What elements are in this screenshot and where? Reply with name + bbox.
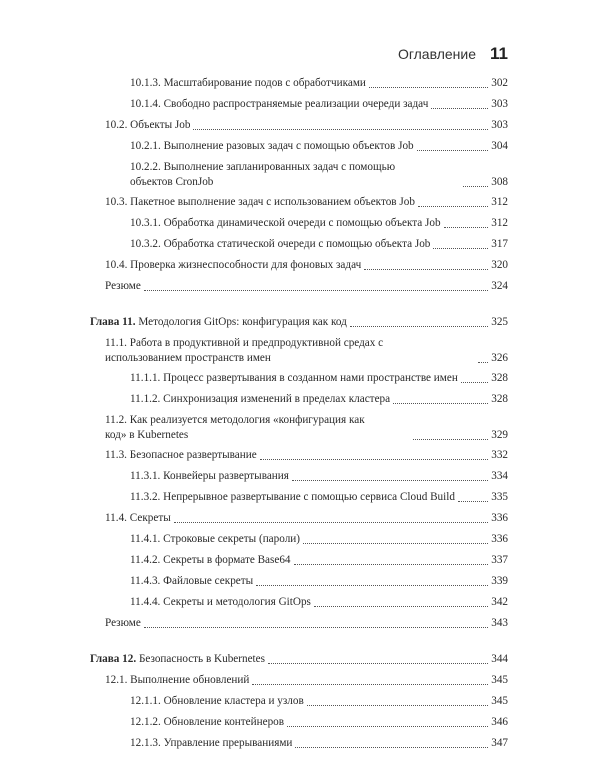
toc-entry-title: Файловые секреты (163, 575, 254, 587)
toc-entry-page: 337 (491, 554, 508, 566)
toc-entry-12-1-1[interactable] (90, 694, 508, 710)
leader-dots (393, 403, 488, 404)
toc-entry-number: 11.3. (105, 449, 127, 461)
toc-entry-page: 312 (491, 217, 508, 229)
leader-dots (350, 326, 488, 327)
leader-dots (444, 227, 489, 228)
toc-entry-10-2-1[interactable] (90, 139, 508, 155)
toc-entry-11-4-2[interactable] (90, 553, 508, 569)
toc-entry-10-3[interactable] (90, 195, 508, 211)
running-title: Оглавление (397, 46, 477, 62)
toc-entry-number: 10.1.3. (130, 77, 161, 89)
leader-dots (307, 705, 488, 706)
toc-entry-11-3[interactable] (90, 448, 508, 464)
toc-entry-title: Секреты и методология GitOps (163, 596, 311, 608)
toc-entry-title: Проверка жизнеспособности для фоновых задач (130, 259, 362, 271)
toc-entry-page: 329 (491, 429, 508, 441)
toc-entry-title: Выполнение запланированных задач с помощью объектов CronJob (130, 161, 396, 188)
toc-entry-title: Обработка динамической очереди с помощью объекта Job (163, 217, 441, 229)
leader-dots (463, 186, 488, 187)
leader-dots (295, 747, 488, 748)
toc-entry-page: 326 (491, 352, 508, 364)
toc-entry-page: 303 (491, 98, 508, 110)
toc-entry-title: Процесс развертывания в созданном нами пространстве имен (163, 372, 458, 384)
toc-entry-title: Безопасность в Kubernetes (138, 653, 265, 665)
toc-chapter-11[interactable] (90, 315, 508, 331)
toc-entry-page: 302 (491, 77, 508, 89)
toc-entry-title: Безопасное развертывание (129, 449, 257, 461)
leader-dots (364, 269, 488, 270)
leader-dots (252, 684, 488, 685)
toc-entry-title: Как реализуется методология «конфигурация как код» в Kubernetes (105, 414, 365, 441)
leader-dots (433, 248, 488, 249)
toc-entry-number: 12.1.1. (130, 695, 161, 707)
toc-entry-10-2[interactable] (90, 118, 508, 134)
toc-entry-page: 328 (491, 372, 508, 384)
leader-dots (303, 543, 488, 544)
toc-entry-page: 343 (491, 617, 508, 629)
toc-entry-page: 346 (491, 716, 508, 728)
toc-entry-title: Управление прерываниями (163, 737, 293, 749)
toc-entry-title: Непрерывное развертывание с помощью сервиса Cloud Build (163, 491, 455, 503)
toc-entry-page: 324 (491, 280, 508, 292)
toc-entry-number: 11.2. (105, 414, 127, 426)
toc-entry-number: 10.1.4. (130, 98, 161, 110)
toc-entry-summary-11[interactable] (90, 616, 508, 632)
toc-entry-number: 10.3.2. (130, 238, 161, 250)
toc-entry-title: Обновление контейнеров (163, 716, 285, 728)
toc-entry-page: 325 (491, 316, 508, 328)
leader-dots (256, 585, 488, 586)
leader-dots (461, 382, 488, 383)
leader-dots (193, 129, 488, 130)
toc-entry-11-3-1[interactable] (90, 469, 508, 485)
toc-entry-page: 336 (491, 533, 508, 545)
leader-dots (369, 87, 488, 88)
toc-entry-title: Методология GitOps: конфигурация как код (138, 316, 347, 328)
toc-entry-page: 317 (491, 238, 508, 250)
toc-entry-title: Строковые секреты (пароли) (163, 533, 300, 545)
toc-entry-number: 12.1.2. (130, 716, 161, 728)
toc-entry-title: Обновление кластера и узлов (163, 695, 304, 707)
toc-entry-page: 304 (491, 140, 508, 152)
toc-entry-number: 11.3.2. (130, 491, 161, 503)
leader-dots (314, 606, 488, 607)
toc-entry-page: 308 (491, 176, 508, 188)
toc-entry-page: 328 (491, 393, 508, 405)
table-of-contents (90, 76, 508, 757)
page-number: 11 (490, 44, 508, 63)
toc-entry-10-3-1[interactable] (90, 216, 508, 232)
toc-entry-11-1-2[interactable] (90, 392, 508, 408)
leader-dots (431, 108, 488, 109)
toc-entry-page: 336 (491, 512, 508, 524)
toc-entry-11-3-2[interactable] (90, 490, 508, 506)
toc-entry-10-2-2[interactable] (90, 160, 508, 190)
toc-entry-page: 339 (491, 575, 508, 587)
toc-entry-11-1-1[interactable] (90, 371, 508, 387)
toc-entry-number: 11.4.1. (130, 533, 161, 545)
leader-dots (174, 522, 488, 523)
toc-entry-10-1-3[interactable] (90, 76, 508, 92)
toc-entry-page: 345 (491, 674, 508, 686)
toc-entry-title: Работа в продуктивной и предпродуктивной средах с использованием пространств имен (105, 337, 384, 364)
toc-entry-number: 10.4. (105, 259, 128, 271)
toc-entry-number: 11.4. (105, 512, 127, 524)
toc-entry-page: 347 (491, 737, 508, 749)
toc-entry-title: Масштабирование подов с обработчиками (163, 77, 366, 89)
page-header (398, 44, 508, 64)
leader-dots (294, 564, 489, 565)
leader-dots (144, 627, 488, 628)
toc-entry-11-2[interactable] (90, 413, 508, 443)
toc-entry-title: Конвейеры развертывания (163, 470, 289, 482)
toc-entry-10-1-4[interactable] (90, 97, 508, 113)
toc-entry-title: Секреты (129, 512, 171, 524)
toc-entry-title: Синхронизация изменений в пределах кластера (163, 393, 391, 405)
toc-entry-number: 12.1.3. (130, 737, 161, 749)
toc-entry-title: Секреты в формате Base64 (163, 554, 291, 566)
toc-entry-page: 320 (491, 259, 508, 271)
toc-entry-summary-10[interactable] (90, 279, 508, 295)
toc-entry-12-1-2[interactable] (90, 715, 508, 731)
toc-entry-number: 11.3.1. (130, 470, 161, 482)
leader-dots (458, 501, 488, 502)
toc-entry-number: 11.1.2. (130, 393, 161, 405)
leader-dots (144, 290, 488, 291)
leader-dots (268, 663, 488, 664)
leader-dots (292, 480, 488, 481)
toc-entry-page: 334 (491, 470, 508, 482)
toc-entry-10-4[interactable] (90, 258, 508, 274)
chapter-label: Глава 12. (90, 653, 137, 665)
leader-dots (417, 150, 489, 151)
toc-entry-number: 11.1. (105, 337, 127, 349)
toc-entry-page: 342 (491, 596, 508, 608)
toc-entry-title: Обработка статической очереди с помощью объекта Job (163, 238, 431, 250)
leader-dots (260, 459, 489, 460)
toc-entry-number: 10.2.1. (130, 140, 161, 152)
toc-entry-page: 332 (491, 449, 508, 461)
toc-entry-number: 10.2. (105, 119, 128, 131)
toc-entry-11-4[interactable] (90, 511, 508, 527)
toc-entry-12-1[interactable] (90, 673, 508, 689)
leader-dots (478, 362, 488, 363)
toc-entry-title: Свободно распространяемые реализации очереди задач (163, 98, 429, 110)
toc-entry-number: 11.4.3. (130, 575, 161, 587)
toc-entry-page: 344 (491, 653, 508, 665)
toc-entry-number: 11.1.1. (130, 372, 161, 384)
toc-entry-number: 11.4.4. (130, 596, 161, 608)
leader-dots (418, 206, 488, 207)
toc-entry-number: 11.4.2. (130, 554, 161, 566)
leader-dots (413, 439, 488, 440)
leader-dots (287, 726, 488, 727)
toc-entry-11-1[interactable] (90, 336, 508, 366)
chapter-label: Глава 11. (90, 316, 136, 328)
toc-entry-11-4-3[interactable] (90, 574, 508, 590)
toc-entry-number: 12.1. (105, 674, 128, 686)
toc-entry-number: 10.3. (105, 196, 128, 208)
toc-entry-11-4-1[interactable] (90, 532, 508, 548)
toc-chapter-12[interactable] (90, 652, 508, 668)
toc-entry-11-4-4[interactable] (90, 595, 508, 611)
toc-entry-10-3-2[interactable] (90, 237, 508, 253)
toc-entry-number: 10.2.2. (130, 161, 161, 173)
toc-entry-title: Выполнение разовых задач с помощью объектов Job (163, 140, 414, 152)
toc-entry-page: 312 (491, 196, 508, 208)
toc-entry-page: 303 (491, 119, 508, 131)
toc-entry-title: Резюме (105, 280, 141, 292)
toc-entry-title: Выполнение обновлений (130, 674, 250, 686)
toc-entry-page: 345 (491, 695, 508, 707)
toc-entry-title: Пакетное выполнение задач с использованием объектов Job (130, 196, 415, 208)
toc-entry-number: 10.3.1. (130, 217, 161, 229)
toc-entry-title: Объекты Job (130, 119, 191, 131)
toc-entry-page: 335 (491, 491, 508, 503)
toc-entry-title: Резюме (105, 617, 141, 629)
